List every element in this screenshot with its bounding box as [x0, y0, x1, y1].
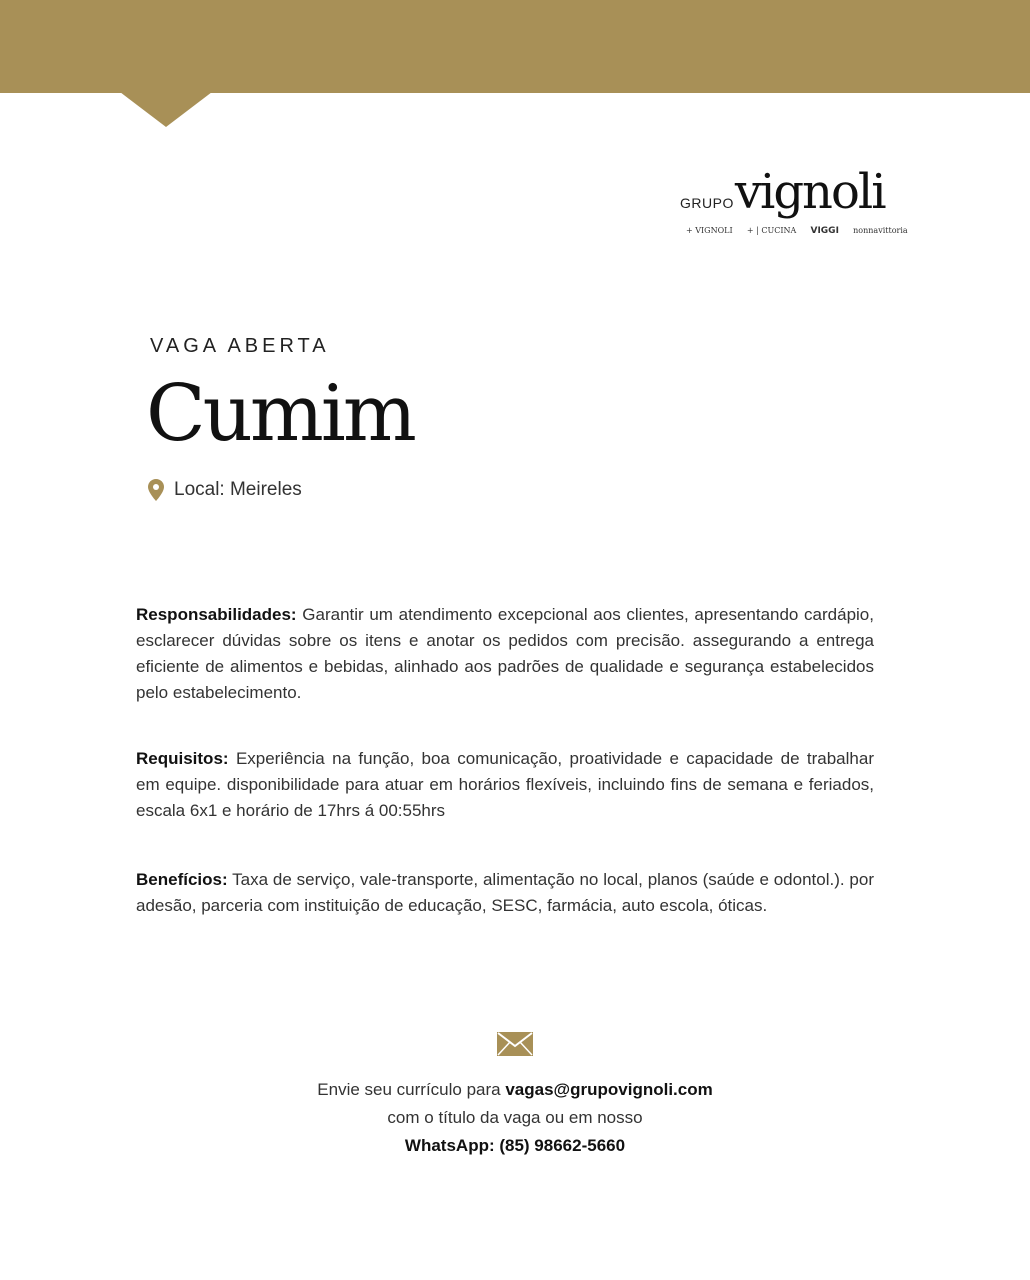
- logo-sub-brands: [686, 226, 920, 236]
- beneficios-label: Benefícios:: [136, 870, 228, 889]
- responsabilidades-label: Responsabilidades:: [136, 605, 297, 624]
- section-beneficios: [136, 867, 874, 919]
- grupo-vignoli-logo: [680, 164, 908, 248]
- top-notch: [120, 92, 212, 127]
- sub-brand-viggi: VIGGI: [810, 226, 839, 236]
- job-title: Cumim: [146, 369, 414, 459]
- requisitos-text: Experiência na função, boa comunicação, proatividade e capacidade de trabalhar em equipe. disponibilidade para atuar em horários flexíveis, incluindo fins de semana e feriados, escala 6x1 e horário de 17hrs á 00:55hrs: [136, 749, 874, 820]
- envelope-icon: [497, 1032, 533, 1056]
- section-requisitos: [136, 746, 874, 824]
- map-pin-icon: [148, 479, 164, 501]
- location-text: Local: Meireles: [174, 479, 302, 500]
- contact-whatsapp[interactable]: WhatsApp: (85) 98662-5660: [404, 1136, 626, 1155]
- sub-brand-vignoli: + VIGNOLI: [686, 226, 733, 235]
- beneficios-text: Taxa de serviço, vale-transporte, alimentação no local, planos (saúde e odontol.). por adesão, parceria com instituição de educação, SESC, farmácia, auto escola, óticas.: [136, 870, 874, 915]
- logo-grupo-text: GRUPO: [680, 195, 734, 211]
- sub-brand-cucina: + | CUCINA: [746, 226, 797, 235]
- logo-wordmark: vignoli: [734, 164, 885, 220]
- responsabilidades-text: Garantir um atendimento excepcional aos clientes, apresentando cardápio, esclarecer dúvidas sobre os itens e anotar os pedidos com precisão. assegurando a entrega eficiente de alimentos e bebidas, alinhado aos padrões de qualidade e segurança estabelecidos pelo estabelecimento.: [136, 605, 874, 702]
- contact-line-title: com o título da vaga ou em nosso: [387, 1108, 643, 1127]
- contact-line-email: [215, 1080, 815, 1100]
- vaga-aberta-label: VAGA ABERTA: [150, 335, 330, 357]
- sub-brand-nonnavittoria: nonnavittoria: [853, 226, 908, 235]
- job-location: [148, 479, 302, 501]
- contact-prefix: Envie seu currículo para: [317, 1080, 506, 1099]
- contact-line-whatsapp: [215, 1136, 815, 1156]
- top-band: [0, 0, 1030, 93]
- section-responsabilidades: [136, 602, 874, 706]
- requisitos-label: Requisitos:: [136, 749, 229, 768]
- contact-email-link[interactable]: vagas@grupovignoli.com: [505, 1080, 713, 1099]
